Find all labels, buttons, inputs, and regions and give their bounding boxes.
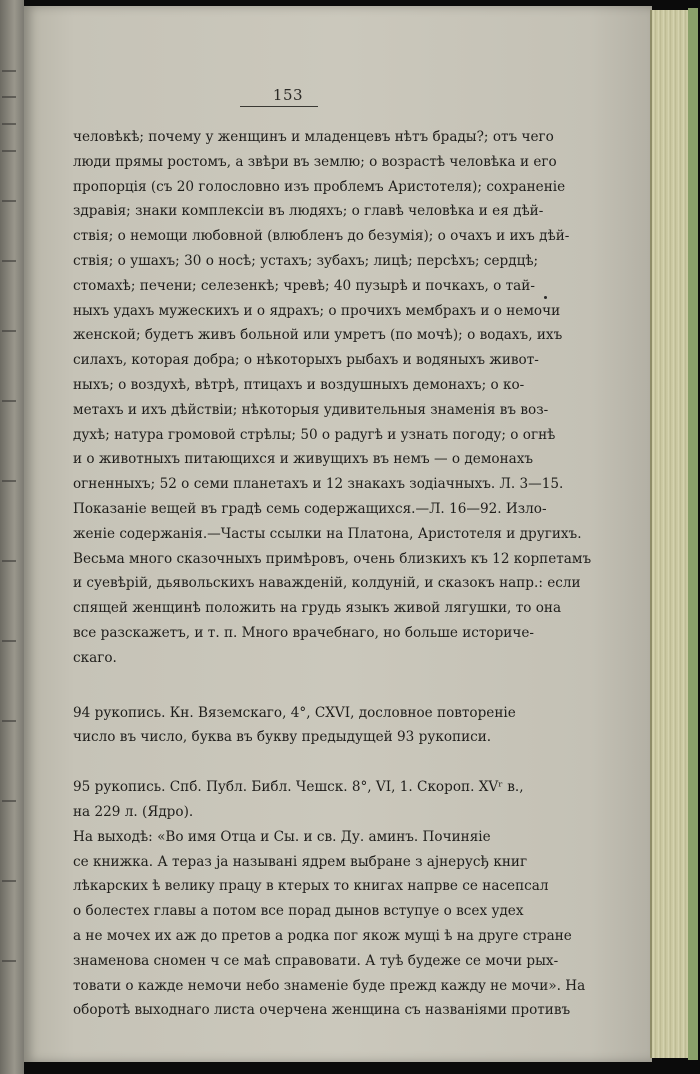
text-line: се книжка. А тераз ја называні ядрем выбране з ајнерусђ книг: [73, 853, 528, 870]
facing-page-edge: [0, 0, 24, 1074]
text-line: люди прямы ростомъ, а звѣри въ землю; о возрастѣ человѣка и его: [73, 153, 557, 170]
text-line: здравія; знаки комплексіи въ людяхъ; о главѣ человѣка и ея дѣй-: [73, 203, 544, 220]
text-line: ныхъ удахъ мужескихъ и о ядрахъ; о прочихъ мембрахъ и о немочи: [73, 302, 561, 319]
text-line: на 229 л. (Ядро).: [73, 803, 194, 820]
text-line: спящей женщинѣ положить на грудь языкъ живой лягушки, то она: [73, 600, 562, 617]
text-line: а не мочех их аж до претов а родка пог якож мущі ѣ на друге стране: [73, 927, 572, 944]
text-line: и о животныхъ питающихся и живущихъ въ немъ — о демонахъ: [73, 451, 534, 468]
text-line: женіе содержанія.—Часты ссылки на Платона, Аристотеля и другихъ.: [73, 525, 582, 542]
ink-dot: [544, 296, 547, 299]
text-line: ствія; о немощи любовной (влюбленъ до безумія); о очахъ и ихъ дѣй-: [73, 228, 570, 245]
text-line: ныхъ; о воздухѣ, вѣтрѣ, птицахъ и воздушныхъ демонахъ; о ко-: [73, 376, 525, 393]
text-line: Показаніе вещей въ градѣ семь содержащихся.—Л. 16—92. Изло-: [73, 500, 547, 517]
paragraph-description: [73, 125, 592, 671]
text-line: стомахѣ; печени; селезенкѣ; чревѣ; 40 пузырѣ и почкахъ, о тай-: [73, 277, 535, 294]
text-line: 94 рукопись. Кн. Вяземскаго, 4°, CXVI, дословное повтореніе: [73, 704, 516, 721]
text-line: 95 рукопись. Спб. Публ. Библ. Чешск. 8°, VI, 1. Скороп. XVʳ в.,: [73, 779, 524, 796]
text-line: скаго.: [73, 649, 117, 666]
page-text: [73, 125, 592, 1023]
text-line: Весьма много сказочныхъ примѣровъ, очень близкихъ къ 12 корпетамъ: [73, 550, 592, 567]
text-line: товати о каждe немочи небо знаменіе буде прежд каждy не мочи». На: [73, 977, 586, 994]
text-line: духѣ; натура громовой стрѣлы; 50 о радугѣ и узнать погоду; о огнѣ: [73, 426, 556, 443]
manuscript-entry-94: [73, 701, 520, 751]
text-line: и суевѣрій, дьявольскихъ наважденій, колдуній, и сказокъ напр.: если: [73, 575, 581, 592]
text-line: пропорція (съ 20 голословно изъ проблемъ Аристотеля); сохраненіе: [73, 178, 566, 195]
text-line: На выходѣ: «Во имя Отца и Сы. и св. Ду. аминъ. Починяіе: [73, 828, 491, 845]
text-line: огненныхъ; 52 о семи планетахъ и 12 знакахъ зодіачныхъ. Л. 3—15.: [73, 476, 564, 493]
text-line: силахъ, которая добра; о нѣкоторыхъ рыбахъ и водяныхъ живот-: [73, 352, 539, 369]
book-cover-edge: [688, 8, 698, 1060]
text-line: оборотѣ выходнаго листа очерчена женщина съ названіями противъ: [73, 1002, 571, 1019]
text-line: ствія; о ушахъ; 30 о носѣ; устахъ; зубахъ; лицѣ; персѣхъ; сердцѣ;: [73, 252, 539, 269]
text-line: лѣкарских ѣ велику працу в ктерых то книгах напрве се насепсал: [73, 878, 549, 895]
text-line: метахъ и ихъ дѣйствіи; нѣкоторыя удивительныя знаменія въ воз-: [73, 401, 549, 418]
text-line: знаменова сномен ч се маѣ справовати. А туѣ будеже се мочи рых-: [73, 952, 559, 969]
text-line: женской; будетъ живъ больной или умретъ (по мочѣ); о водахъ, ихъ: [73, 327, 563, 344]
text-line: о болестех главы а потом все порад дынов вступуе о всех удех: [73, 903, 524, 920]
text-line: все разскажетъ, и т. п. Много врачебнаго, но больше историче-: [73, 624, 534, 641]
manuscript-entry-95: [73, 775, 586, 1023]
text-line: число въ число, буква въ букву предыдущей 93 рукописи.: [73, 729, 492, 746]
text-line: человѣкѣ; почему у женщинъ и младенцевъ нѣтъ брады?; отъ чего: [73, 129, 554, 145]
page-number: 153: [272, 86, 304, 104]
page-number-rule: [240, 106, 318, 107]
